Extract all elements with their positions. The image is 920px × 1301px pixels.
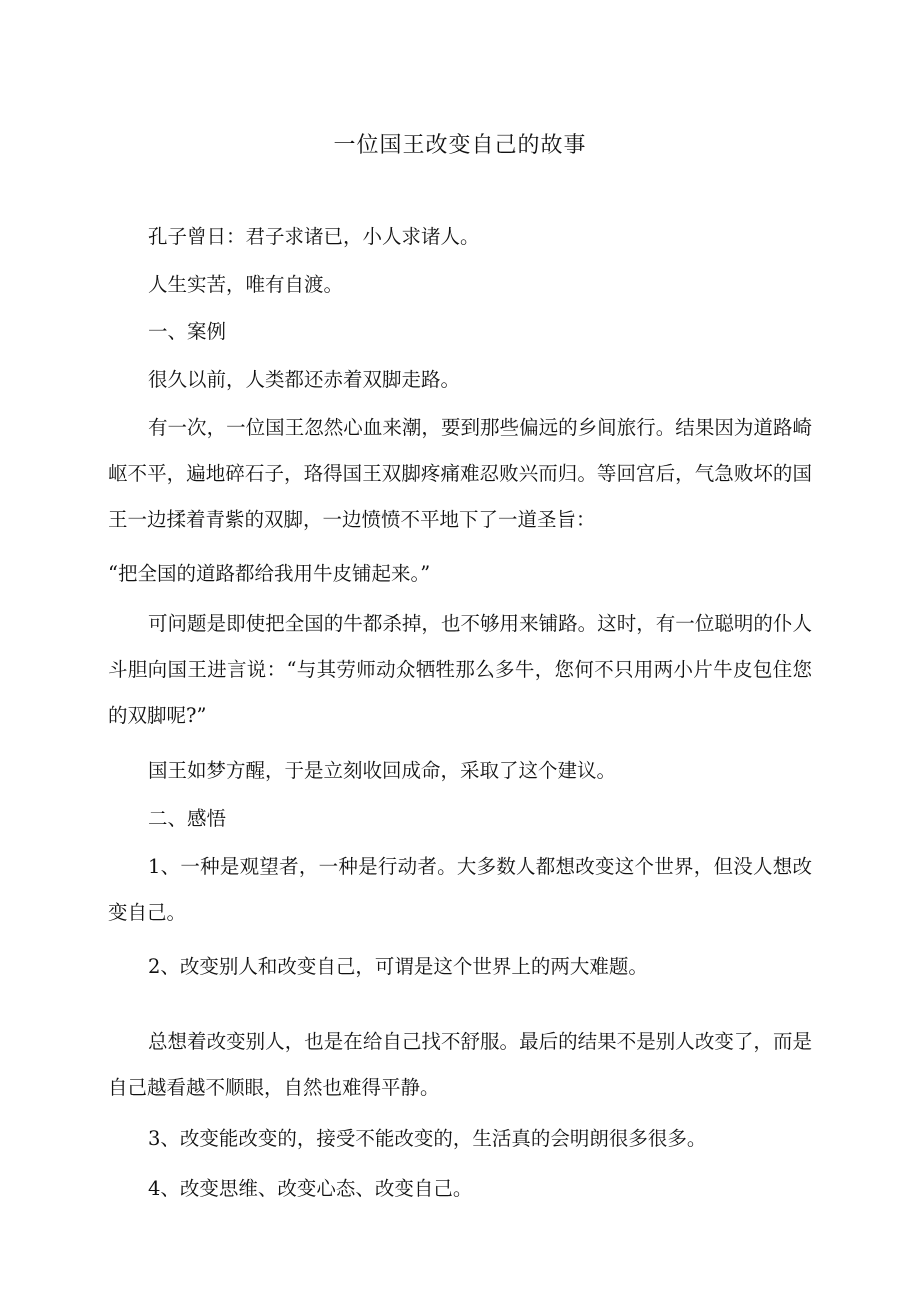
paragraph-insight-4: 4、改变思维、改变心态、改变自己。 [148, 1177, 473, 1200]
paragraph-long-ago: 很久以前，人类都还赤着双脚走路。 [148, 368, 461, 391]
paragraph-quote-confucius: 孔子曾日：君子求诸已，小人求诸人。 [148, 225, 480, 248]
section-heading-case: 一、案例 [148, 320, 227, 343]
paragraph-change-others: 总想着改变别人，也是在给自己找不舒服。最后的结果不是别人改变了，而是自己越看越不顺眼，自然也难得平静。 [108, 1030, 812, 1099]
paragraph-king-decree: “把全国的道路都给我用牛皮铺起来。” [108, 562, 431, 585]
paragraph-life-bitter: 人生实苦，唯有自渡。 [148, 273, 344, 296]
paragraph-king-awakened: 国王如梦方醒，于是立刻收回成命，采取了这个建议。 [148, 759, 617, 782]
paragraph-insight-1: 1、一种是观望者，一种是行动者。大多数人都想改变这个世界，但没人想改变自己。 [108, 855, 812, 924]
document-title: 一位国王改变自己的故事 [333, 133, 587, 158]
paragraph-insight-2: 2、改变别人和改变自己，可谓是这个世界上的两大难题。 [148, 955, 648, 978]
paragraph-servant-advice: 可问题是即使把全国的牛都杀掉，也不够用来铺路。这时，有一位聪明的仆人斗胆向国王进言说：“与其劳师动众牺牲那么多牛，您何不只用两小片牛皮包住您的双脚呢?” [108, 612, 812, 727]
section-heading-insight: 二、感悟 [148, 807, 227, 830]
paragraph-insight-3: 3、改变能改变的，接受不能改变的，生活真的会明朗很多很多。 [148, 1127, 707, 1150]
paragraph-king-journey: 有一次，一位国王忽然心血来潮，要到那些偏远的乡间旅行。结果因为道路崎岖不平，遍地碎石子，珞得国王双脚疼痛难忍败兴而归。等回宫后，气急败坏的国王一边揉着青紫的双脚，一边愤愤不平地下了一道圣旨： [108, 416, 812, 531]
